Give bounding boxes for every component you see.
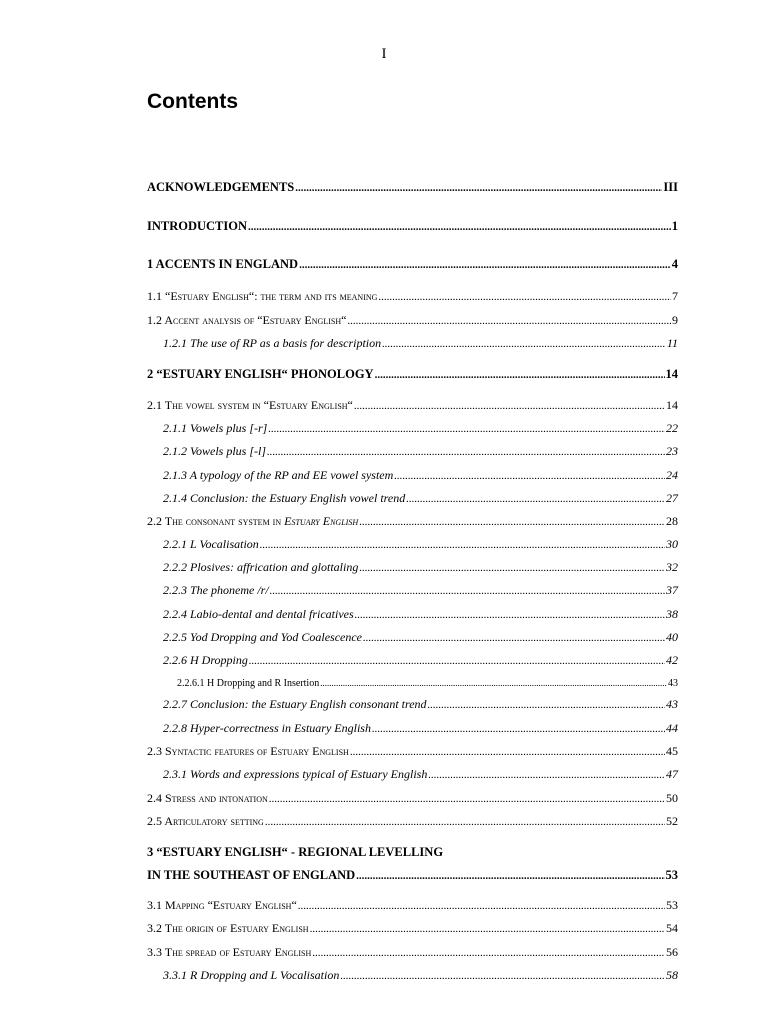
toc-entry-page: 27 xyxy=(666,491,678,505)
leader-dots xyxy=(248,219,671,235)
toc-entry-page: 1 xyxy=(671,219,678,233)
leader-dots xyxy=(378,289,671,305)
leader-dots xyxy=(260,537,665,553)
toc-entry-page: 7 xyxy=(672,289,678,303)
toc-entry-1-1[interactable] xyxy=(147,288,678,305)
toc-entry-2-4[interactable] xyxy=(147,790,678,807)
toc-entry-2-2[interactable] xyxy=(147,513,678,530)
toc-entry-title: 2.5 Articulatory setting xyxy=(147,814,264,828)
toc-entry-title: 2.2.2 Plosives: affrication and glottaling xyxy=(163,560,359,574)
toc-entry-3-1[interactable] xyxy=(147,897,678,914)
leader-dots xyxy=(268,421,665,437)
toc-entry-title xyxy=(147,513,358,529)
toc-entry-3-3-1[interactable] xyxy=(163,967,678,984)
leader-dots xyxy=(298,898,665,914)
toc-entry-page: 23 xyxy=(666,444,678,458)
toc-entry-page: III xyxy=(663,180,678,194)
toc-entry-page: 37 xyxy=(666,583,678,597)
leader-dots xyxy=(428,697,665,713)
toc-entry-3-2[interactable] xyxy=(147,920,678,937)
toc-entry-2-3-1[interactable] xyxy=(163,766,678,783)
toc-entry-chapter-2[interactable] xyxy=(147,366,678,383)
toc-entry-2-2-7[interactable] xyxy=(163,696,678,713)
toc-entry-title: 3.1 Mapping “Estuary English“ xyxy=(147,898,297,912)
toc-entry-title: 2.3 Syntactic features of Estuary English xyxy=(147,744,349,758)
toc-entry-1-2-1[interactable] xyxy=(163,335,678,352)
leader-dots xyxy=(249,653,665,669)
toc-entry-page: 44 xyxy=(666,721,678,735)
toc-entry-page: 14 xyxy=(665,367,678,381)
toc-entry-page: 9 xyxy=(672,313,678,327)
leader-dots xyxy=(269,791,665,807)
toc-entry-chapter-3[interactable] xyxy=(147,867,678,884)
leader-dots xyxy=(340,968,665,984)
toc-entry-page: 43 xyxy=(668,678,678,689)
leader-dots xyxy=(372,721,665,737)
toc-entry-2-2-6[interactable] xyxy=(163,652,678,669)
toc-entry-title: IN THE SOUTHEAST OF ENGLAND xyxy=(147,868,356,882)
toc-entry-title: 1.2 Accent analysis of “Estuary English“ xyxy=(147,313,347,327)
toc-entry-page: 4 xyxy=(671,257,678,271)
toc-entry-2-2-6-1[interactable] xyxy=(177,675,678,692)
toc-entry-title: 2.1 The vowel system in “Estuary English“ xyxy=(147,398,353,412)
page-number: I xyxy=(381,46,387,62)
toc-entry-page: 43 xyxy=(666,697,678,711)
leader-dots xyxy=(356,868,664,884)
leader-dots xyxy=(267,444,665,460)
toc-entry-title: 1 ACCENTS IN ENGLAND xyxy=(147,257,299,271)
toc-entry-page: 54 xyxy=(666,921,678,935)
leader-dots xyxy=(350,744,665,760)
toc-entry-title: 2.2.6.1 H Dropping and R Insertion xyxy=(177,678,320,689)
leader-dots xyxy=(355,607,665,623)
toc-entry-2-1-3[interactable] xyxy=(163,467,678,484)
toc-entry-2-1-4[interactable] xyxy=(163,490,678,507)
toc-entry-page: 30 xyxy=(666,537,678,551)
toc-entry-chapter-1[interactable] xyxy=(147,256,678,273)
toc-entry-chapter-3-line-1[interactable]: 3 “ESTUARY ENGLISH“ - REGIONAL LEVELLING xyxy=(147,845,444,859)
toc-entry-title: 2.2.8 Hyper-correctness in Estuary English xyxy=(163,721,371,735)
toc-entry-3-3[interactable] xyxy=(147,944,678,961)
toc-entry-title: 2.2.5 Yod Dropping and Yod Coalescence xyxy=(163,630,363,644)
toc-entry-acknowledgements[interactable] xyxy=(147,179,678,196)
toc-entry-page: 38 xyxy=(666,607,678,621)
toc-entry-2-3[interactable] xyxy=(147,743,678,760)
toc-entry-2-1-2[interactable] xyxy=(163,443,678,460)
toc-entry-2-2-1[interactable] xyxy=(163,536,678,553)
toc-entry-title: 2 “ESTUARY ENGLISH“ PHONOLOGY xyxy=(147,367,374,381)
leader-dots xyxy=(354,398,665,414)
toc-entry-page: 14 xyxy=(666,398,678,412)
toc-entry-title: 2.1.1 Vowels plus [-r] xyxy=(163,421,268,435)
toc-entry-page: 42 xyxy=(666,653,678,667)
leader-dots xyxy=(359,560,665,576)
toc-entry-2-2-2[interactable] xyxy=(163,559,678,576)
toc-entry-title: 2.1.2 Vowels plus [-l] xyxy=(163,444,267,458)
toc-entry-title: 2.2.7 Conclusion: the Estuary English consonant trend xyxy=(163,697,427,711)
toc-entry-title: 2.2.1 L Vocalisation xyxy=(163,537,259,551)
toc-entry-title: 2.1.3 A typology of the RP and EE vowel system xyxy=(163,468,394,482)
toc-entry-title: 2.2.3 The phoneme /r/ xyxy=(163,583,269,597)
contents-heading: Contents xyxy=(147,90,238,113)
leader-dots xyxy=(347,313,671,329)
toc-entry-page: 53 xyxy=(665,868,678,882)
toc-entry-2-2-5[interactable] xyxy=(163,629,678,646)
leader-dots xyxy=(363,630,665,646)
toc-entry-title: 1.2.1 The use of RP as a basis for description xyxy=(163,336,382,350)
leader-dots xyxy=(310,921,665,937)
toc-entry-page: 52 xyxy=(666,814,678,828)
toc-entry-title: 2.1.4 Conclusion: the Estuary English vowel trend xyxy=(163,491,406,505)
leader-dots xyxy=(428,767,665,783)
toc-entry-introduction[interactable] xyxy=(147,218,678,235)
leader-dots xyxy=(375,367,665,383)
toc-entry-title: 3.3 The spread of Estuary English xyxy=(147,945,312,959)
toc-entry-page: 32 xyxy=(666,560,678,574)
toc-entry-page: 28 xyxy=(666,514,678,528)
toc-entry-page: 50 xyxy=(666,791,678,805)
toc-entry-page: 40 xyxy=(666,630,678,644)
toc-entry-page: 47 xyxy=(666,767,678,781)
toc-entry-title: 3.2 The origin of Estuary English xyxy=(147,921,309,935)
toc-entry-page: 24 xyxy=(666,468,678,482)
leader-dots xyxy=(406,491,665,507)
toc-entry-title: 3.3.1 R Dropping and L Vocalisation xyxy=(163,968,340,982)
toc-entry-2-1[interactable] xyxy=(147,397,678,414)
leader-dots xyxy=(299,257,671,273)
toc-entry-page: 56 xyxy=(666,945,678,959)
toc-entry-2-1-1[interactable] xyxy=(163,420,678,437)
toc-entry-title: 2.4 Stress and intonation xyxy=(147,791,268,805)
toc-entry-page: 53 xyxy=(666,898,678,912)
toc-entry-title: ACKNOWLEDGEMENTS xyxy=(147,180,295,194)
leader-dots xyxy=(394,468,665,484)
toc-entry-title-italic: Estuary English xyxy=(284,514,359,528)
leader-dots xyxy=(265,814,665,830)
toc-entry-title: 2.2.4 Labio-dental and dental fricatives xyxy=(163,607,354,621)
toc-entry-title-part: 2.2 The consonant system in xyxy=(147,514,285,528)
toc-entry-title: INTRODUCTION xyxy=(147,219,248,233)
toc-entry-page: 58 xyxy=(666,968,678,982)
leader-dots xyxy=(312,945,665,961)
toc-entry-2-2-3[interactable] xyxy=(163,582,678,599)
toc-entry-title: 1.1 “Estuary English“: the term and its meaning xyxy=(147,289,378,303)
toc-entry-2-2-4[interactable] xyxy=(163,606,678,623)
toc-entry-2-5[interactable] xyxy=(147,813,678,830)
toc-entry-title: 2.2.6 H Dropping xyxy=(163,653,248,667)
leader-dots xyxy=(270,583,665,599)
leader-dots xyxy=(320,675,667,691)
leader-dots xyxy=(382,336,666,352)
leader-dots xyxy=(295,180,662,196)
toc-entry-1-2[interactable] xyxy=(147,312,678,329)
leader-dots xyxy=(359,514,665,530)
toc-entry-title: 2.3.1 Words and expressions typical of Estuary English xyxy=(163,767,428,781)
toc-entry-2-2-8[interactable] xyxy=(163,720,678,737)
toc-entry-page: 22 xyxy=(666,421,678,435)
toc-entry-page: 11 xyxy=(666,336,678,350)
toc-entry-page: 45 xyxy=(666,744,678,758)
